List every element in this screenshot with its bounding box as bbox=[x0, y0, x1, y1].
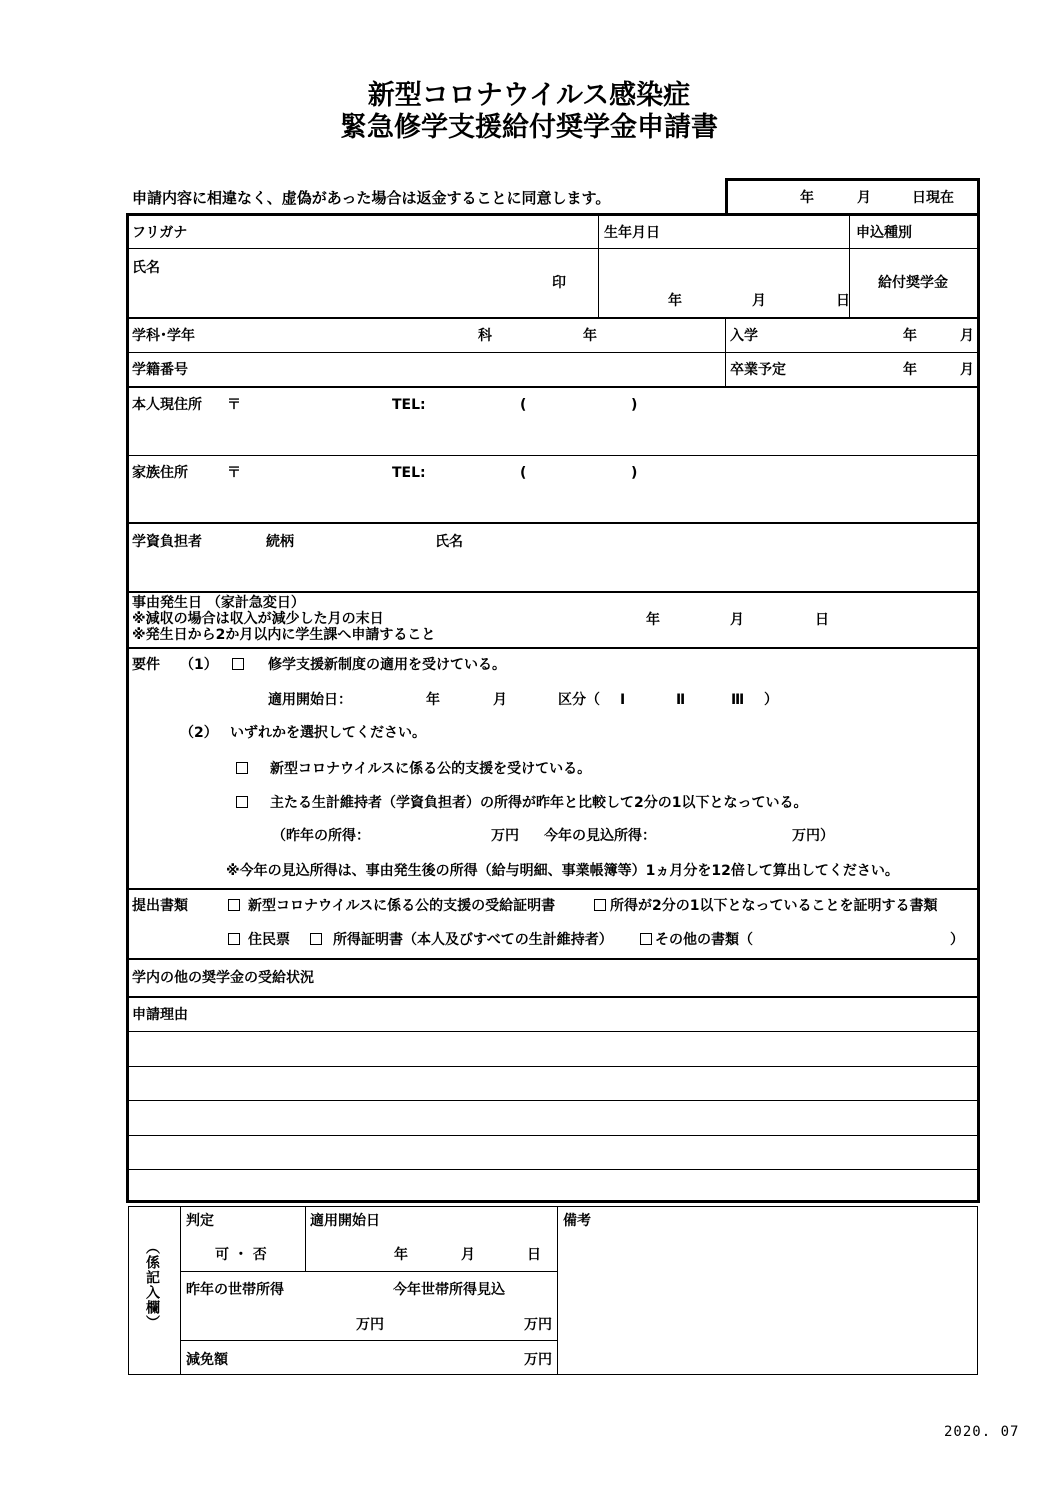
payer-label: 学資負担者 bbox=[132, 534, 202, 550]
application-type-value: 給付奨学金 bbox=[878, 275, 948, 291]
income-last-label: （昨年の所得： bbox=[272, 828, 370, 844]
req1-option[interactable] bbox=[232, 657, 248, 673]
req2-opt1-checkbox[interactable] bbox=[236, 761, 252, 777]
requirements-label: 要件 bbox=[132, 657, 160, 673]
event-date-label: 事由発生日 （家計急変日） bbox=[132, 595, 305, 611]
office-use-label: （係記入欄） bbox=[144, 1240, 160, 1330]
current-address-label: 本人現住所 bbox=[132, 397, 202, 413]
doc5-text: その他の書類（ bbox=[655, 932, 753, 948]
start-month-label: 月 bbox=[461, 1247, 475, 1263]
seal-mark: 印 bbox=[552, 275, 566, 291]
family-address-label: 家族住所 bbox=[132, 465, 188, 481]
dept-suffix: 科 bbox=[478, 328, 492, 344]
family-tel-label: TEL: bbox=[392, 465, 426, 481]
form-version: 2020. 07 bbox=[944, 1424, 1020, 1440]
req2-number: （2） bbox=[180, 725, 218, 741]
this-income-label: 今年世帯所得見込 bbox=[393, 1282, 505, 1298]
dept-grade-label: 学科･学年 bbox=[132, 328, 195, 344]
req1-category-1[interactable]: Ⅰ bbox=[620, 692, 626, 708]
family-tel-paren-close: ) bbox=[631, 465, 638, 481]
req2-opt2-text: 主たる生計維持者（学資負担者）の所得が昨年と比較して2分の1以下となっている。 bbox=[270, 795, 808, 811]
req1-year-label: 年 bbox=[426, 692, 440, 708]
enroll-label: 入学 bbox=[730, 328, 758, 344]
birth-year-label: 年 bbox=[668, 293, 682, 309]
enroll-month-label: 月 bbox=[960, 328, 974, 344]
birthdate-label: 生年月日 bbox=[604, 225, 660, 241]
date-month-label: 月 bbox=[857, 190, 871, 206]
date-year-label: 年 bbox=[800, 190, 814, 206]
start-date-label: 適用開始日 bbox=[310, 1213, 380, 1229]
reduction-unit: 万円 bbox=[524, 1352, 552, 1368]
date-asof-label: 日現在 bbox=[912, 190, 954, 206]
income-this-label: 今年の見込所得： bbox=[544, 828, 656, 844]
enroll-year-label: 年 bbox=[903, 328, 917, 344]
req1-category-2[interactable]: Ⅱ bbox=[676, 692, 686, 708]
event-month-label: 月 bbox=[730, 612, 744, 628]
consent-text: 申請内容に相違なく、虚偽があった場合は返金することに同意します。 bbox=[132, 189, 611, 207]
start-day-label: 日 bbox=[527, 1247, 541, 1263]
main-form-frame bbox=[126, 213, 980, 1203]
req2-opt1-text: 新型コロナウイルスに係る公的支援を受けている。 bbox=[270, 761, 592, 777]
relation-label: 続柄 bbox=[266, 534, 294, 550]
grade-suffix: 年 bbox=[583, 328, 597, 344]
last-income-label: 昨年の世帯所得 bbox=[186, 1282, 284, 1298]
req1-month-label: 月 bbox=[493, 692, 507, 708]
graduation-label: 卒業予定 bbox=[730, 362, 786, 378]
doc1-checkbox[interactable] bbox=[228, 898, 244, 914]
req1-number: （1） bbox=[180, 657, 218, 673]
this-income-unit: 万円 bbox=[524, 1317, 552, 1333]
name-label: 氏名 bbox=[132, 260, 160, 276]
doc1-text: 新型コロナウイルスに係る公的支援の受給証明書 bbox=[248, 898, 556, 914]
current-tel-label: TEL: bbox=[392, 397, 426, 413]
req1-text: 修学支援新制度の適用を受けている。 bbox=[268, 657, 506, 673]
req1-category-3[interactable]: Ⅲ bbox=[731, 692, 745, 708]
reason-label: 申請理由 bbox=[132, 1007, 188, 1023]
event-year-label: 年 bbox=[646, 612, 660, 628]
other-scholarship-label: 学内の他の奨学金の受給状況 bbox=[132, 970, 314, 986]
last-income-unit: 万円 bbox=[356, 1317, 384, 1333]
income-note: ※今年の見込所得は、事由発生後の所得（給与明細、事業帳簿等）1ヵ月分を12倍して算出してください。 bbox=[226, 863, 899, 879]
application-type-label: 申込種別 bbox=[856, 225, 912, 241]
reduction-label: 減免額 bbox=[186, 1352, 228, 1368]
birth-day-label: 日 bbox=[836, 293, 850, 309]
doc5-checkbox[interactable] bbox=[640, 932, 656, 948]
req1-category-close: ） bbox=[764, 692, 778, 708]
req2-opt2-checkbox[interactable] bbox=[236, 795, 252, 811]
family-tel-paren-open: ( bbox=[520, 465, 527, 481]
doc2-checkbox[interactable] bbox=[594, 898, 610, 914]
judgement-value: 可 ・ 否 bbox=[215, 1247, 267, 1263]
event-note-1: ※減収の場合は収入が減少した月の末日 bbox=[132, 611, 384, 627]
student-no-label: 学籍番号 bbox=[132, 362, 188, 378]
family-postal-mark: 〒 bbox=[227, 465, 241, 481]
form-title-line2: 緊急修学支援給付奨学金申請書 bbox=[340, 112, 718, 143]
birth-month-label: 月 bbox=[752, 293, 766, 309]
doc4-checkbox[interactable] bbox=[310, 932, 326, 948]
furigana-label: フリガナ bbox=[132, 225, 188, 241]
req1-start-label: 適用開始日： bbox=[268, 692, 352, 708]
req2-text: いずれかを選択してください。 bbox=[230, 725, 426, 741]
grad-year-label: 年 bbox=[903, 362, 917, 378]
doc5-close: ） bbox=[950, 932, 964, 948]
doc2-text: 所得が2分の1以下となっていることを証明する書類 bbox=[610, 898, 938, 914]
income-this-unit: 万円） bbox=[792, 828, 834, 844]
doc4-text: 所得証明書（本人及びすべての生計維持者） bbox=[333, 932, 613, 948]
documents-label: 提出書類 bbox=[132, 898, 188, 914]
remarks-label: 備考 bbox=[563, 1213, 591, 1229]
grad-month-label: 月 bbox=[960, 362, 974, 378]
income-last-unit: 万円 bbox=[491, 828, 519, 844]
judgement-label: 判定 bbox=[186, 1213, 214, 1229]
doc3-checkbox[interactable] bbox=[228, 932, 244, 948]
req1-category-label: 区分（ bbox=[558, 692, 600, 708]
event-day-label: 日 bbox=[815, 612, 829, 628]
current-postal-mark: 〒 bbox=[227, 397, 241, 413]
current-tel-paren-close: ) bbox=[631, 397, 638, 413]
req1-checkbox[interactable] bbox=[232, 658, 244, 670]
doc3-text: 住民票 bbox=[248, 932, 290, 948]
payer-name-label: 氏名 bbox=[435, 534, 463, 550]
form-title-line1: 新型コロナウイルス感染症 bbox=[367, 80, 691, 111]
event-note-2: ※発生日から2か月以内に学生課へ申請すること bbox=[132, 627, 436, 643]
current-tel-paren-open: ( bbox=[520, 397, 527, 413]
start-year-label: 年 bbox=[394, 1247, 408, 1263]
